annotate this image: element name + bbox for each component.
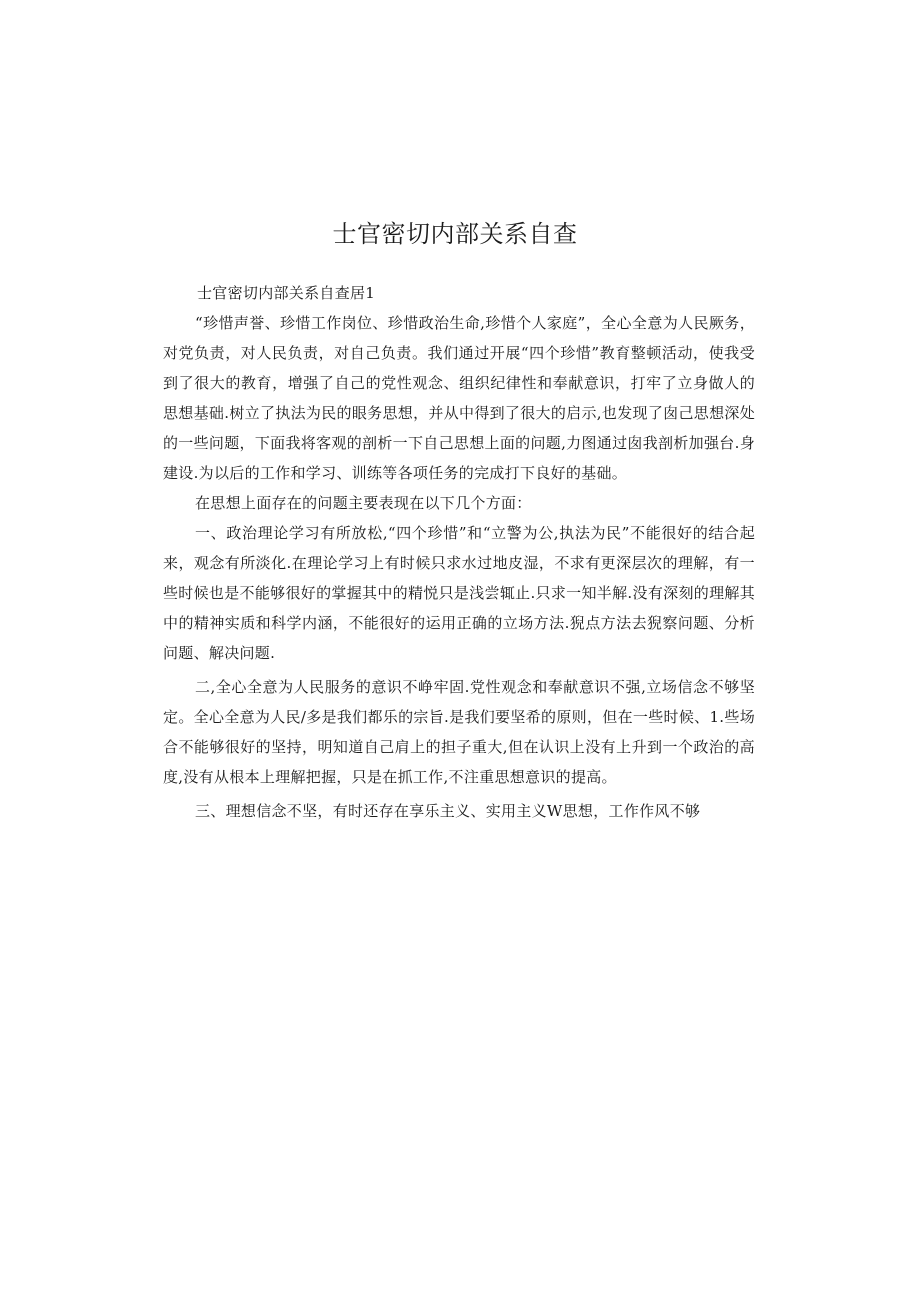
paragraph-point-one: 一、政治理论学习有所放松,“四个珍惜”和“立警为公,执法为民”不能很好的结合起来，观念有所淡化.在理论学习上有时候只求水过地皮湿，不求有更深层次的理解，有一些时候也是不能够很好的掌握其中的精悦只是浅尝辄止.只求一知半解.没有深刻的理解其中的精神实质和科学内涵，不能很好的运用正确的立场方法.猊点方法去猊察问题、分析问题、解决问题.	[163, 524, 755, 662]
paragraph-intro: “珍惜声誉、珍惜工作岗位、珍惜政治生命,珍惜个人家庭”，全心全意为人民厥务，对党负责，对人民负责，对自己负责。我们通过开展“四个珍惜”教育整顿活动，使我受到了很大的教育，增强了自己的党性观念、组织纪律性和奉献意识，打牢了立身做人的思想基础.树立了执法为民的眼务思想，并从中得到了很大的启示,也发现了囱己思想深处的一些问题，下面我将客观的剖析一下自己思想上面的问题,力图通过囱我剖析加强台.身建设.为以后的工作和学习、训练等各项任务的完成打下良好的基础。	[163, 314, 755, 482]
document-subheading: 士官密切内部关系自查居1	[197, 284, 376, 302]
document-body	[163, 278, 755, 826]
document-title: 士官密切内部关系自查	[332, 220, 578, 248]
paragraph-point-two: 二,全心全意为人民服务的意识不峥牢固.党性观念和奉献意识不强,立场信念不够坚定。全心全意为人民/多是我们都乐的宗旨.是我们要坚希的原则，但在一些时候、1.些场合不能够很好的坚持，明知道自己肩上的担子重大,但在认识上没有上升到一个政治的高度,没有从根本上理解把握，只是在抓工作,不注重思想意识的提高。	[163, 678, 755, 786]
paragraph-problems-lead: 在思想上面存在的问题主要表现在以下几个方面：	[195, 494, 532, 512]
paragraph-point-three: 三、理想信念不坚，有时还存在享乐主义、实用主义W思想，工作作风不够	[195, 802, 701, 820]
